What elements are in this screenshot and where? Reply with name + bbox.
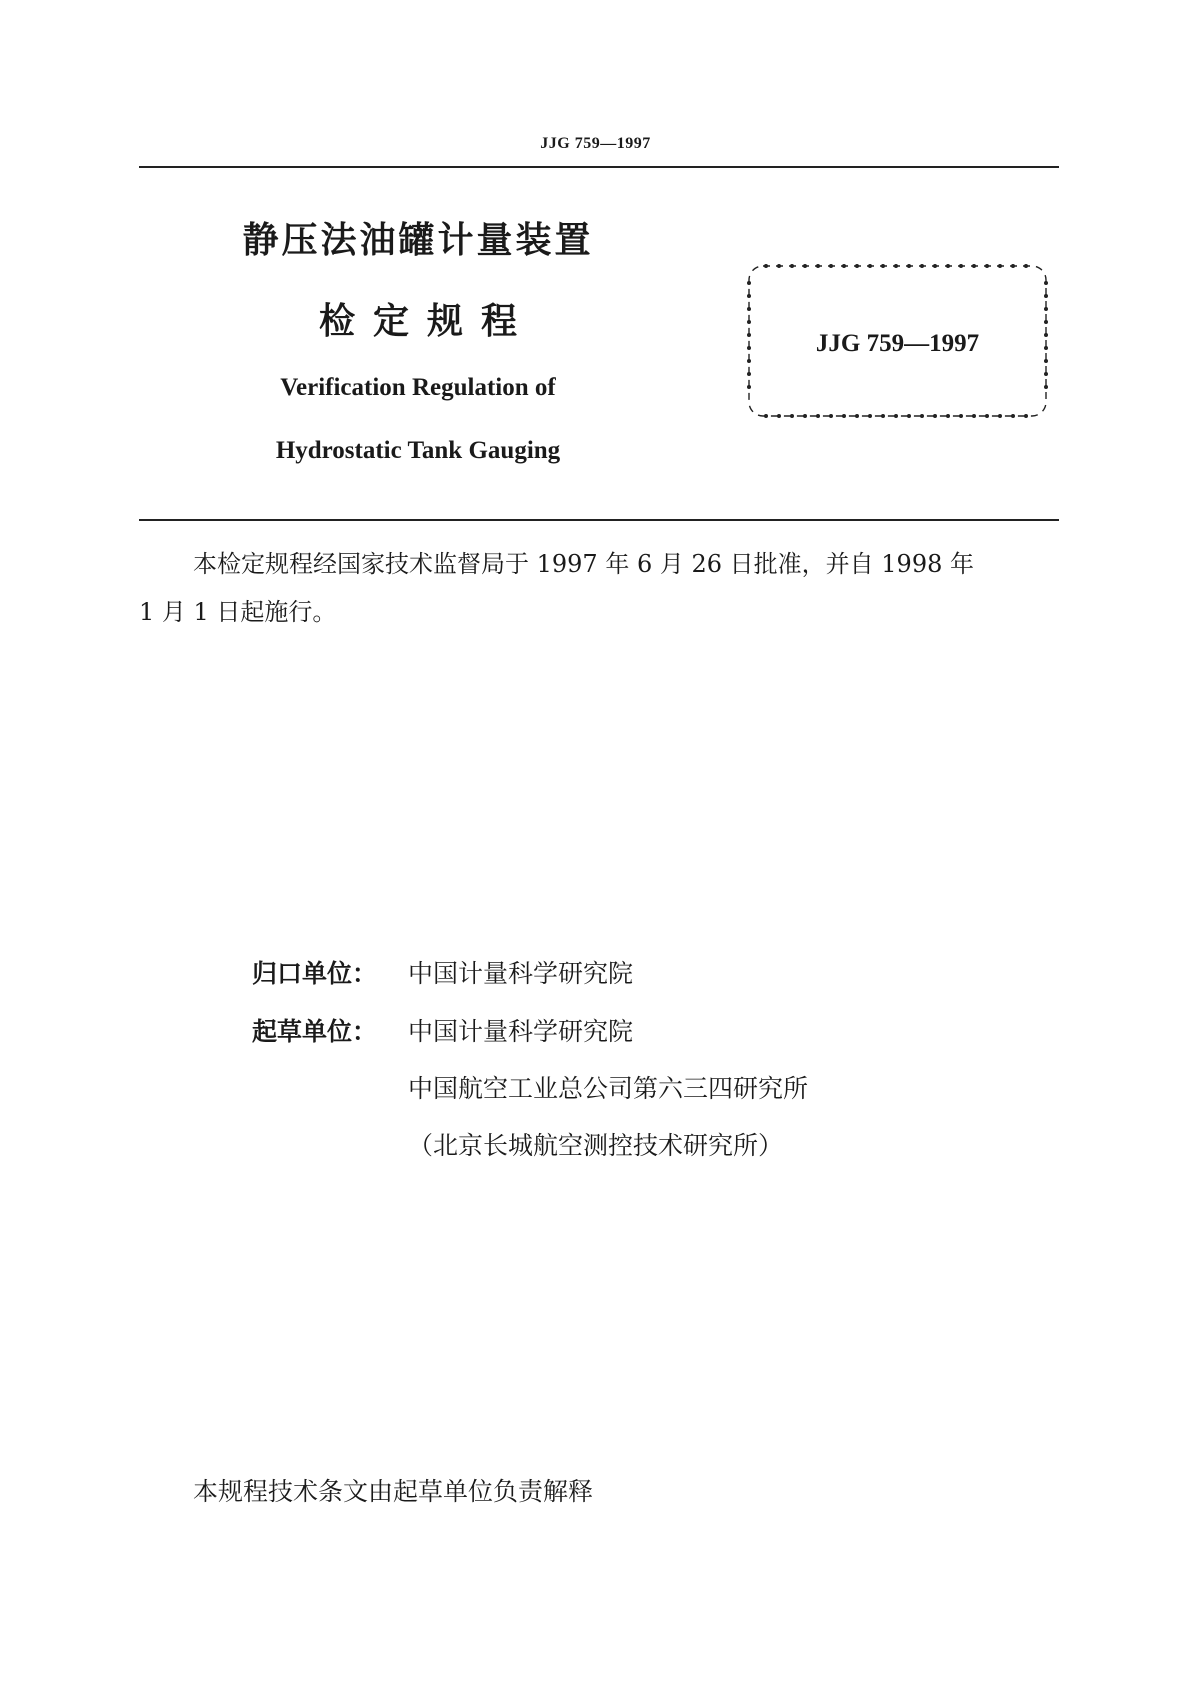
border-dot: [1044, 385, 1048, 389]
border-dot: [777, 414, 781, 418]
responsible-unit-value: 中国计量科学研究院: [408, 959, 634, 988]
border-dot: [829, 264, 833, 268]
border-dot: [747, 372, 751, 376]
approval-statement-line1: 本检定规程经国家技术监督局于 1997 年 6 月 26 日批准，并自 1998 年: [193, 550, 974, 578]
drafting-unit-value-2: 中国航空工业总公司第六三四研究所: [408, 1074, 809, 1103]
border-dot: [842, 264, 846, 268]
border-dot: [946, 414, 950, 418]
border-dot: [747, 294, 751, 298]
border-dot: [790, 264, 794, 268]
interpretation-note: 本规程技术条文由起草单位负责解释: [193, 1477, 594, 1506]
border-dot: [1011, 414, 1015, 418]
border-dot: [868, 414, 872, 418]
border-dot: [959, 414, 963, 418]
header-rule: [139, 166, 1059, 168]
border-dot: [881, 414, 885, 418]
border-dot: [907, 264, 911, 268]
approval-statement-line2: 1 月 1 日起施行。: [139, 598, 337, 626]
border-dot: [946, 264, 950, 268]
border-dot: [985, 414, 989, 418]
border-dot: [790, 414, 794, 418]
title-english-line1: Verification Regulation of: [280, 374, 556, 401]
border-dot: [1024, 264, 1028, 268]
title-rule: [139, 519, 1059, 521]
border-dot: [907, 414, 911, 418]
border-dot: [933, 414, 937, 418]
title-english-line2: Hydrostatic Tank Gauging: [275, 437, 561, 464]
border-dot: [747, 281, 751, 285]
border-dot: [803, 264, 807, 268]
border-dot: [998, 414, 1002, 418]
border-dot: [985, 264, 989, 268]
border-dot: [764, 264, 768, 268]
standard-code-box-text: JJG 759—1997: [815, 330, 980, 357]
border-dot: [1044, 359, 1048, 363]
subtitle-chinese: 检定规程: [318, 301, 535, 342]
border-dot: [1011, 264, 1015, 268]
border-dot: [998, 264, 1002, 268]
border-dot: [972, 414, 976, 418]
border-dot: [1044, 307, 1048, 311]
border-dot: [747, 385, 751, 389]
border-dot: [747, 359, 751, 363]
border-dot: [920, 264, 924, 268]
border-dot: [868, 264, 872, 268]
border-dot: [1044, 372, 1048, 376]
border-dot: [816, 414, 820, 418]
border-dot: [1044, 294, 1048, 298]
border-dot: [855, 414, 859, 418]
border-dot: [881, 264, 885, 268]
border-dot: [777, 264, 781, 268]
border-dot: [747, 320, 751, 324]
drafting-unit-label: 起草单位：: [252, 1017, 378, 1046]
drafting-unit-value-1: 中国计量科学研究院: [408, 1017, 634, 1046]
border-dot: [855, 264, 859, 268]
border-dot: [1024, 414, 1028, 418]
border-dot: [959, 264, 963, 268]
border-dot: [894, 414, 898, 418]
responsible-unit-label: 归口单位：: [252, 959, 378, 988]
border-dot: [894, 264, 898, 268]
border-dot: [829, 414, 833, 418]
header-standard-code: JJG 759—1997: [540, 135, 651, 152]
border-dot: [803, 414, 807, 418]
border-dot: [972, 264, 976, 268]
border-dot: [842, 414, 846, 418]
drafting-unit-value-3: （北京长城航空测控技术研究所）: [408, 1131, 784, 1160]
border-dot: [1044, 281, 1048, 285]
border-dot: [764, 414, 768, 418]
border-dot: [933, 264, 937, 268]
border-dot: [1044, 320, 1048, 324]
title-chinese: 静压法油罐计量装置: [242, 220, 594, 261]
border-dot: [747, 307, 751, 311]
border-dot: [816, 264, 820, 268]
border-dot: [920, 414, 924, 418]
